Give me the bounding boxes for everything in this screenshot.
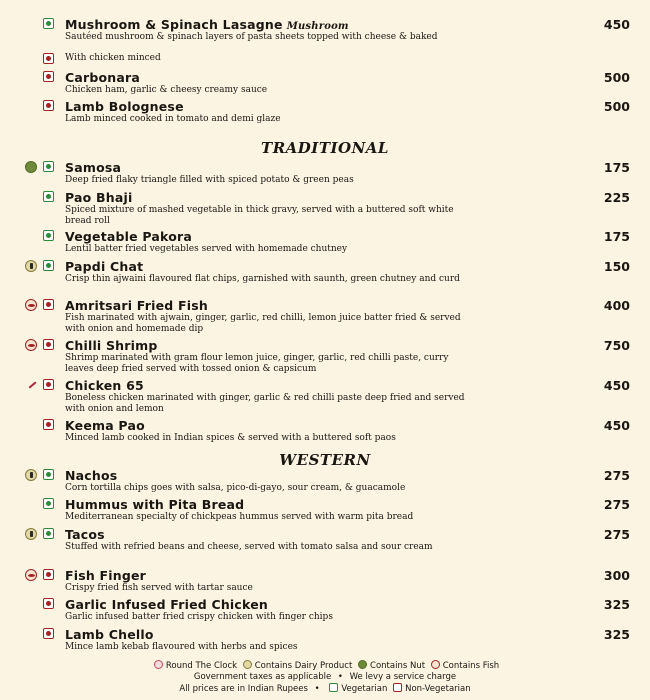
item-name [65,597,268,612]
item-name [65,160,121,175]
non-vegetarian-icon [393,683,402,692]
item-name-text: Tacos [65,527,105,542]
legend-veg: Vegetarian [341,684,388,694]
item-price: 450 [603,418,630,433]
non-vegetarian-icon [43,379,54,390]
item-price: 275 [603,527,630,542]
item-price: 750 [603,338,630,353]
item-name-text: Chilli Shrimp [65,338,158,353]
item-name-text: Lamb Bolognese [65,99,184,114]
dairy-icon [25,528,37,540]
item-name [65,527,105,542]
section-title-western: WESTERN [279,451,371,469]
legend [0,660,650,695]
item-price: 275 [603,497,630,512]
item-description: Corn tortilla chips goes with salsa, pico-di-gayo, sour cream, & guacamole [65,483,406,493]
item-name-text: Papdi Chat [65,259,144,274]
item-description: Boneless chicken marinated with ginger, garlic & red chilli paste deep fried and served with onion and lemon [65,393,465,414]
item-name-text: Hummus with Pita Bread [65,497,245,512]
non-vegetarian-icon [43,628,54,639]
item-description: Fish marinated with ajwain, ginger, garlic, red chilli, lemon juice batter fried & served with onion and homemade dip [65,313,461,334]
item-description: Crispy fried fish served with tartar sauce [65,583,253,593]
bullet-separator: • [337,672,343,682]
item-description: Garlic infused batter fried crispy chicken with finger chips [65,612,333,622]
item-name-text: Mushroom & Spinach Lasagne [65,17,283,32]
item-name-text: Carbonara [65,70,141,85]
non-vegetarian-icon [43,299,54,310]
item-price: 500 [603,70,630,85]
item-price: 450 [603,378,630,393]
item-name-text: Keema Pao [65,418,145,433]
item-name [65,17,349,32]
item-name-text: Vegetable Pakora [65,229,192,244]
legend-nut: Contains Nut [370,661,426,671]
item-price: 275 [603,468,630,483]
item-name-text: Chicken 65 [65,378,144,393]
fish-icon [431,660,440,669]
vegetarian-icon [43,498,54,509]
nut-icon [358,660,367,669]
non-vegetarian-icon [43,569,54,580]
item-description: With chicken minced [65,53,161,63]
item-name [65,298,208,313]
item-name [65,70,140,85]
item-name [65,229,192,244]
item-description: Crisp thin ajwaini flavoured flat chips, garnished with saunth, green chutney and curd [65,274,460,284]
item-name [65,338,158,353]
dairy-icon [25,469,37,481]
vegetarian-icon [43,528,54,539]
dairy-icon [25,260,37,272]
item-name [65,190,132,205]
item-description: Deep fried flaky triangle filled with spiced potato & green peas [65,175,354,185]
item-price: 325 [603,627,630,642]
vegetarian-icon [43,469,54,480]
vegetarian-icon [43,260,54,271]
legend-round-the-clock: Round The Clock [165,661,238,671]
round-the-clock-icon [154,660,163,669]
legend-taxes: Government taxes as applicable [193,672,332,682]
chili-icon [25,379,37,391]
legend-prices: All prices are in Indian Rupees [179,684,308,694]
legend-dairy: Contains Dairy Product [254,661,353,671]
item-name-text: Samosa [65,160,122,175]
item-price: 450 [603,17,630,32]
item-description: Spiced mixture of mashed vegetable in thick gravy, served with a buttered soft white bread roll [65,205,454,226]
item-price: 175 [603,229,630,244]
vegetarian-icon [329,683,338,692]
vegetarian-icon [43,161,54,172]
item-description: Sautéed mushroom & spinach layers of pasta sheets topped with cheese & baked [65,32,438,42]
item-name [65,99,184,114]
legend-nonveg: Non-Vegetarian [405,684,471,694]
vegetarian-icon [43,191,54,202]
vegetarian-icon [43,18,54,29]
legend-fish: Contains Fish [442,661,500,671]
item-name-text: Pao Bhaji [65,190,133,205]
non-vegetarian-icon [43,598,54,609]
item-price: 175 [603,160,630,175]
fish-icon [25,339,37,351]
item-price: 400 [603,298,630,313]
non-vegetarian-icon [43,71,54,82]
item-price: 500 [603,99,630,114]
fish-icon [25,569,37,581]
item-name-text: Nachos [65,468,118,483]
item-description: Stuffed with refried beans and cheese, served with tomato salsa and sour cream [65,542,433,552]
item-price: 150 [603,259,630,274]
item-description: Lentil batter fried vegetables served with homemade chutney [65,244,348,254]
item-name [65,468,117,483]
item-name [65,497,244,512]
non-vegetarian-icon [43,100,54,111]
item-name [65,627,154,642]
non-vegetarian-icon [43,53,54,64]
item-name-text: Garlic Infused Fried Chicken [65,597,268,612]
vegetarian-icon [43,230,54,241]
item-description: Mediterranean specialty of chickpeas hummus served with warm pita bread [65,512,414,522]
item-description: Lamb minced cooked in tomato and demi glaze [65,114,281,124]
item-name-text: Lamb Chello [65,627,154,642]
item-name [65,568,146,583]
dairy-icon [243,660,252,669]
section-title-traditional: TRADITIONAL [261,139,389,157]
item-name [65,259,143,274]
item-name [65,378,144,393]
fish-icon [25,299,37,311]
item-price: 225 [603,190,630,205]
bullet-separator: • [314,684,320,694]
item-price: 325 [603,597,630,612]
item-description: Shrimp marinated with gram flour lemon juice, ginger, garlic, red chilli paste, curry leaves deep fried served with tossed onion & capsicum [65,353,449,374]
nut-icon [25,161,37,173]
item-price: 300 [603,568,630,583]
item-name-text: Fish Finger [65,568,147,583]
item-description: Minced lamb cooked in Indian spices & served with a buttered soft paos [65,433,396,443]
item-description: Chicken ham, garlic & cheesy creamy sauce [65,85,268,95]
non-vegetarian-icon [43,419,54,430]
legend-service: We levy a service charge [349,672,457,682]
item-note: Mushroom [286,21,349,32]
non-vegetarian-icon [43,339,54,350]
item-name-text: Amritsari Fried Fish [65,298,208,313]
item-description: Mince lamb kebab flavoured with herbs and spices [65,642,298,652]
item-name [65,418,145,433]
